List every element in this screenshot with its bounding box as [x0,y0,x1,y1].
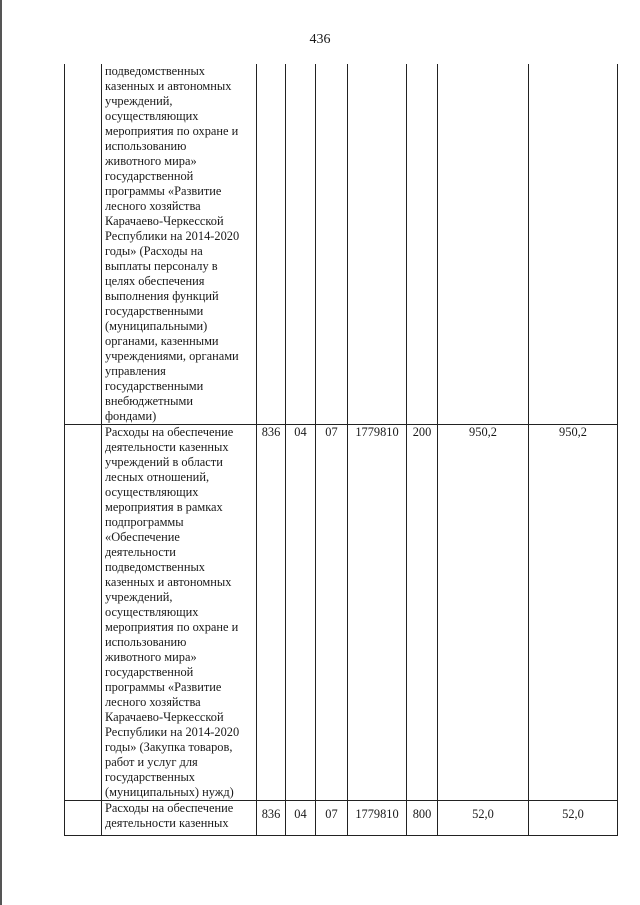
expense-type-cell: 800 [407,801,438,836]
expense-name-text: Расходы на обеспечение деятельности казенных [105,801,234,830]
amount-cell-1: 52,0 [438,801,529,836]
amount-cell-1 [438,64,529,425]
row-number-cell [65,801,102,836]
expense-type-cell [407,64,438,425]
target-article-cell: 1779810 [348,425,407,801]
grbs-code-cell: 836 [257,801,286,836]
expense-name-cell [102,425,257,801]
expense-name-cell [102,64,257,425]
target-article-cell [348,64,407,425]
section-code-cell [286,64,316,425]
table-row [65,801,618,836]
target-article-cell: 1779810 [348,801,407,836]
amount-cell-1: 950,2 [438,425,529,801]
subsection-code-cell [316,64,348,425]
table-row [65,64,618,425]
expense-name-cell [102,801,257,836]
amount-cell-2: 950,2 [529,425,618,801]
subsection-code-cell: 07 [316,425,348,801]
amount-cell-2 [529,64,618,425]
row-number-cell [65,425,102,801]
row-number-cell [65,64,102,425]
grbs-code-cell: 836 [257,425,286,801]
budget-table [64,64,618,836]
subsection-code-cell: 07 [316,801,348,836]
expense-name-text: Расходы на обеспечение деятельности казенных учреждений в области лесных отношений, осуществляющих мероприятия в рамках подпрограммы «Обеспечение деятельности подведомственных казенных и автономных учреждений, осуществляющих мероприятия по охране и использованию животного мира» государственной программы «Развитие лесного хозяйства Карачаево-Черкесской Республики на 2014-2020 годы» (Закупка товаров, работ и услуг для государственных (муниципальных) нужд) [105,425,240,799]
table-row [65,425,618,801]
expense-type-cell: 200 [407,425,438,801]
scan-edge [0,0,2,905]
expense-name-text: подведомственных казенных и автономных учреждений, осуществляющих мероприятия по охране и использованию животного мира» государственной программы «Развитие лесного хозяйства Карачаево-Черкесской Республики на 2014-2020 годы» (Расходы на выплаты персоналу в целях обеспечения выполнения функций государственными (муниципальными) органами, казенными учреждениями, органами управления государственными внебюджетными фондами) [105,64,240,423]
section-code-cell: 04 [286,801,316,836]
amount-cell-2: 52,0 [529,801,618,836]
page-number: 436 [309,32,331,47]
section-code-cell: 04 [286,425,316,801]
grbs-code-cell [257,64,286,425]
